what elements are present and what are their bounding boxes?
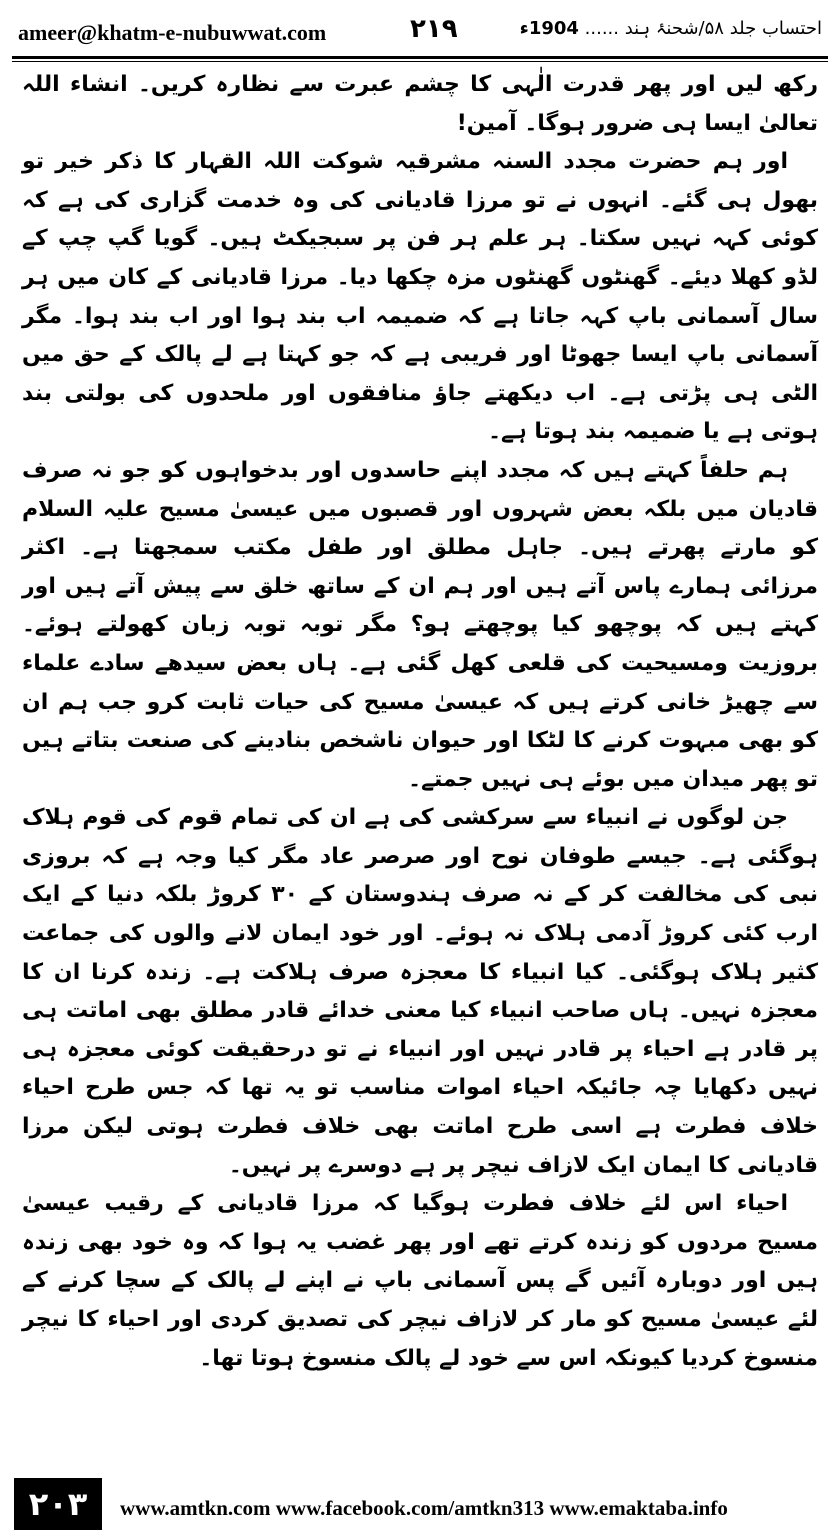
header-rule [12, 56, 828, 59]
header-page-number: ۲۱۹ [410, 14, 458, 44]
header-email: ameer@khatm-e-nubuwwat.com [18, 20, 327, 45]
footer-links: www.amtkn.com www.facebook.com/amtkn313 www.emaktaba.info [120, 1496, 728, 1520]
paragraph: احیاء اس لئے خلاف فطرت ہوگیا کہ مرزا قادیانی کے رقیب عیسیٰ مسیح مردوں کو زندہ کرتے تھے اور پھر غضب یہ ہوا کہ وہ خود بھی زندہ ہیں اور دوبارہ آئیں گے پس آسمانی باپ نے اپنے لے پالک کے سچا کرنے کے لئے عیسیٰ مسیح کو مار کر لازاف نیچر کی تصدیق کردی اور احیاء کا نیچر منسوخ کردیا کیونکہ اس سے خود لے پالک منسوخ ہوتا تھا۔ [22, 1191, 818, 1371]
paragraph: اور ہم حضرت مجدد السنہ مشرقیہ شوکت اللہ القہار کا ذکر خیر تو بھول ہی گئے۔ انہوں نے تو مرزا قادیانی کی وہ خدمت گزاری کی ہے کہ کوئی کہہ نہیں سکتا۔ ہر علم ہر فن پر سبجیکٹ ہیں۔ گویا گپ چپ کے لڈو کھلا دیئے۔ گھنٹوں گھنٹوں مزہ چکھا دیا۔ مرزا قادیانی کے کان میں ہر سال آسمانی باپ کہہ جاتا ہے کہ ضمیمہ اب بند ہوا اور اب بند ہوا۔ مگر آسمانی باپ ایسا جھوٹا اور فریبی ہے کہ جو کہتا ہے لے پالک کے حق میں الٹی ہی پڑتی ہے۔ اب دیکھتے جاؤ منافقوں اور ملحدوں کی بولتی بند ہوتی ہے یا ضمیمہ بند ہوتا ہے۔ [22, 149, 818, 445]
paragraph: جن لوگوں نے انبیاء سے سرکشی کی ہے ان کی تمام قوم کی قوم ہلاک ہوگئی ہے۔ جیسے طوفان نوح اور صرصر عاد مگر کیا وجہ ہے کہ بروزی نبی کی مخالفت کر کے نہ صرف ہندوستان کے ۳۰ کروڑ بلکہ دنیا کے ایک ارب کئی کروڑ آدمی ہلاک نہ ہوئے۔ اور خود ایمان لانے والوں کی جماعت کثیر ہلاک ہوگئی۔ کیا انبیاء کا معجزہ صرف ہلاکت ہے۔ زندہ کرنا ان کا معجزہ نہیں۔ ہاں صاحب انبیاء کیا معنی خدائے قادر مطلق بھی اماتت ہی پر قادر ہے احیاء پر قادر نہیں اور انبیاء نے تو درحقیقت کوئی معجزہ ہی نہیں دکھایا چہ جائیکہ احیاء اموات مناسب تو یہ تھا کہ جس طرح احیاء خلاف فطرت ہے اسی طرح اماتت بھی خلاف فطرت ہوتی لیکن مرزا قادیانی کا ایمان ایک لازاف نیچر پر ہے دوسرے پر نہیں۔ [22, 805, 818, 1178]
header-title [520, 18, 822, 39]
footer-page-number: ۲۰۳ [14, 1478, 102, 1530]
paragraph: ہم حلفاً کہتے ہیں کہ مجدد اپنے حاسدوں اور بدخواہوں کو جو نہ صرف قادیان میں بلکہ بعض شہروں اور قصبوں میں عیسیٰ مسیح علیہ السلام کو مارتے پھرتے ہیں۔ جاہل مطلق اور طفل مکتب سمجھتا ہے۔ اکثر مرزائی ہمارے پاس آتے ہیں اور ہم ان کے ساتھ خلق سے پیش آتے ہیں اور کہتے ہیں کہ پوچھو کیا پوچھتے ہو؟ مگر توبہ توبہ زبان کھولتے ہوئے۔ بروزیت ومسیحیت کی قلعی کھل گئی ہے۔ ہاں بعض سیدھے سادے علماء سے چھیڑ خانی کرتے ہیں کہ عیسیٰ مسیح کی حیات ثابت کرو جب ہم ان کو بھی مبہوت کرنے کا لٹکا اور حیوان ناشخص بنادینے کی صنعت بتاتے ہیں تو پھر میدان میں بوئے ہی نہیں جمتے۔ [22, 457, 818, 792]
page-body [22, 66, 818, 1466]
header-title-text: احتساب جلد ۵۸/شحنۂ ہند ...... [578, 18, 822, 39]
header-rule-thin [12, 61, 828, 62]
paragraph: رکھ لیں اور پھر قدرت الٰہی کا چشم عبرت سے نظارہ کریں۔ انشاء اللہ تعالیٰ ایسا ہی ضرور ہوگا۔ آمین! [22, 72, 818, 136]
header-year: 1904ء [519, 18, 579, 39]
page-header [12, 14, 828, 54]
page-footer [0, 1478, 840, 1540]
